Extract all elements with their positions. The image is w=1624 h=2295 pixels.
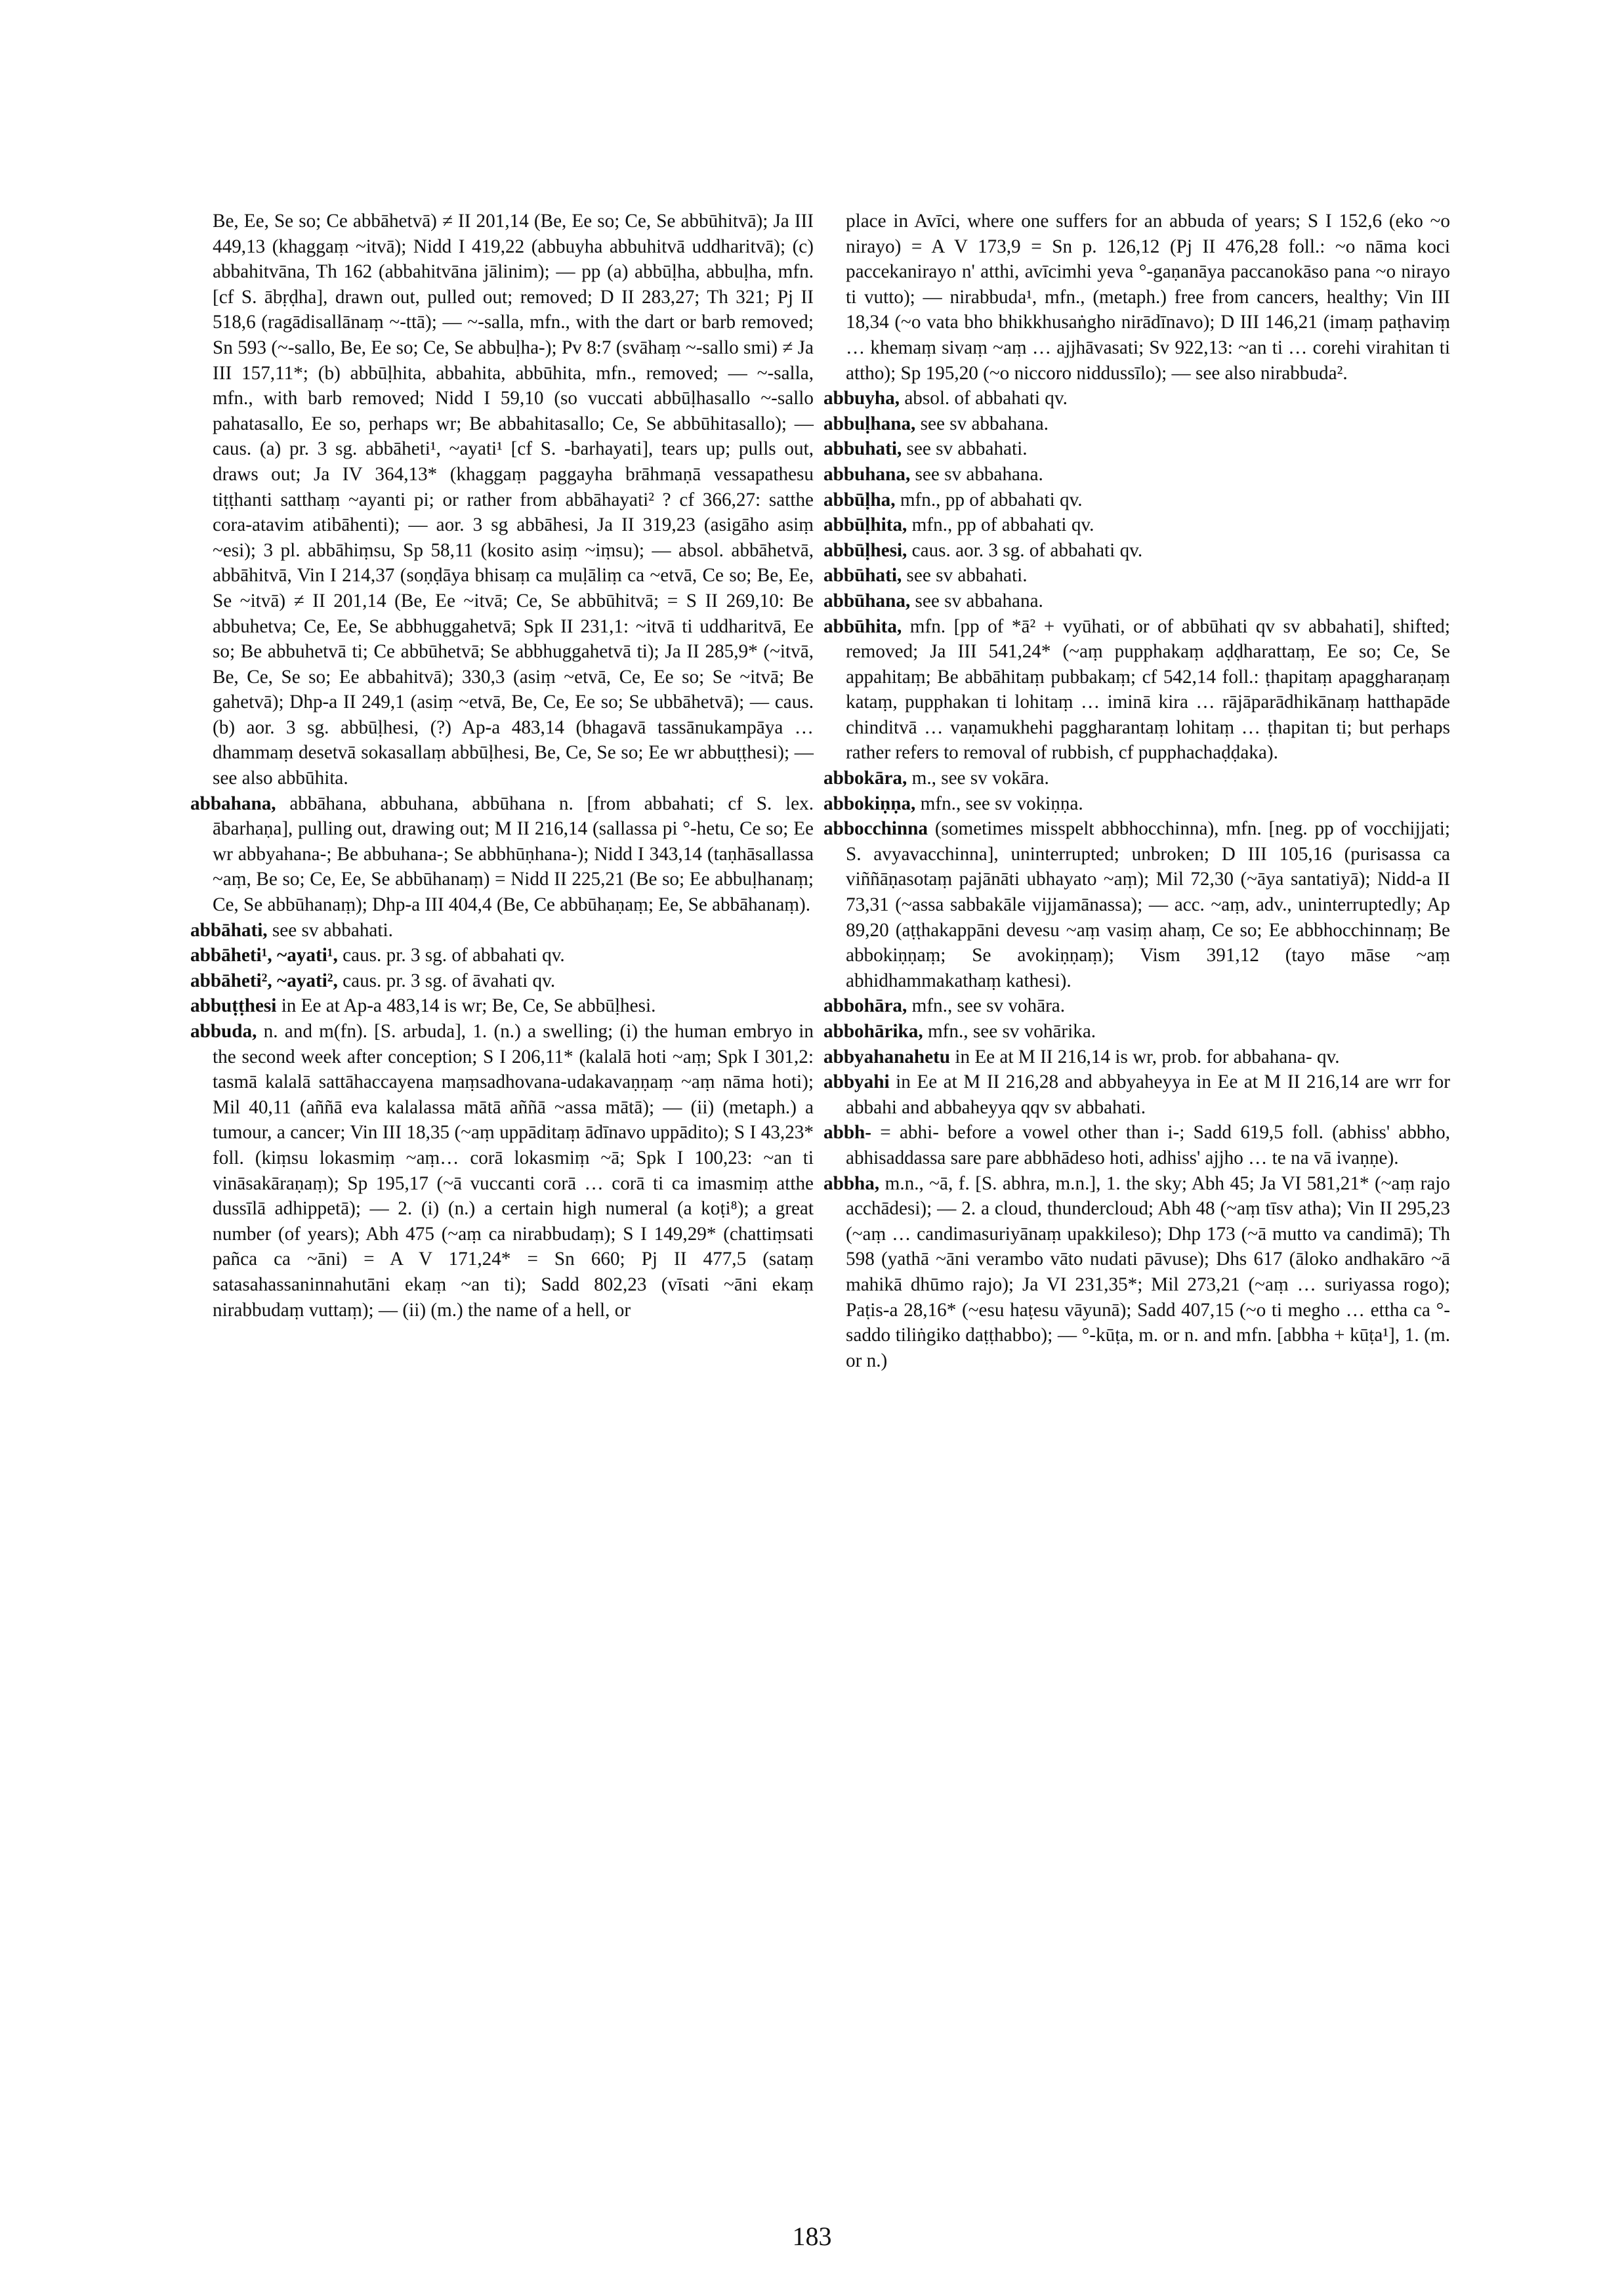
entry-text: in Ee at Ap-a 483,14 is wr; Be, Ce, Se abbūḷhesi. [276, 995, 656, 1017]
entry-text: = abhi- before a vowel other than i-; Sadd 619,5 foll. (abhiss' abbho, abhisaddassa sare pare abbhādeso hoti, adhiss' ajjho … te na vā ivaṇṇe). [846, 1122, 1450, 1168]
entry-abbuhati [823, 436, 1450, 462]
headword: abbocchinna [823, 818, 928, 840]
headword: abbāhati, [190, 919, 268, 941]
entry-abbutthesi [190, 993, 814, 1019]
entry-abbaheti-2 [190, 968, 814, 994]
entry-text: in Ee at M II 216,14 is wr, prob. for abbahana- qv. [950, 1046, 1340, 1067]
headword: abbāheti², ~ayati², [190, 970, 338, 991]
entry-text: Be, Ee, Se so; Ce abbāhetvā) ≠ II 201,14 (Be, Ee so; Ce, Se abbūhitvā); Ja III 449,13 (khaggaṃ ~itvā); Nidd I 419,22 (abbuyha abbuhitvā uddharitvā); (c) abbahitvāna, Th 162 (abbahitvāna jālinim); — pp (a) abbūḷha, abbuḷha, mfn. [cf S. ābṛḍha], drawn out, pulled out; removed; D II 283,27; Th 321; Pj II 518,6 (ragādisallānaṃ ~-ttā); — ~-salla, mfn., with the dart or barb removed; Sn 593 (~-sallo, Be, Ee so; Ce, Se abbuḷha-); Pv 8:7 (svāhaṃ ~-sallo smi) ≠ Ja III 157,11*; (b) abbūḷhita, abbahita, abbūhita, mfn., removed; — ~-salla, mfn., with barb removed; Nidd I 59,10 (so vuccati abbūḷhasallo ~-sallo pahatasallo, Ee so, perhaps wr; Be abbahitasallo; Ce, Se abbūhitasallo); — caus. (a) pr. 3 sg. abbāheti¹, ~ayati¹ [cf S. -barhayati], tears up; pulls out, draws out; Ja IV 364,13* (khaggaṃ paggayha brāhmaṇā vessapathesu tiṭṭhanti satthaṃ ~ayanti pi; or rather from abbāhayati² ? cf 366,27: satthe cora-atavim atibāhenti); — aor. 3 sg abbāhesi, Ja II 319,23 (asigāho asiṃ ~esi); 3 pl. abbāhiṃsu, Sp 58,11 (kosito asiṃ ~iṃsu); — absol. abbāhetvā, abbāhitvā, Vin I 214,37 (soṇḍāya bhisaṃ ca muḷāliṃ ca ~etvā, Ce so; Be, Ee, Se ~itvā) ≠ II 201,14 (Be, Ee ~itvā; Ce, Se abbūhitvā; = S II 269,10: Be abbuhetva; Ce, Ee, Se abbhuggahetvā; Spk II 231,1: ~itvā ti uddharitvā, Ee so; Be abbuhetvā ti; Ce abbūhetvā; Se abbhuggahetvā ti); Ja II 285,9* (~itvā, Be, Ce, Se so; Ee abbahitvā); 330,3 (asiṃ ~etvā, Ce, Ee so; Se ~itvā; Be gahetvā); Dhp-a II 249,1 (asiṃ ~etvā, Be, Ce, Ee so; Se ubbāhetvā); — caus. (b) aor. 3 sg. abbūḷhesi, (?) Ap-a 483,14 (bhagavā tassānukampāya … dhammaṃ desetvā sokasallaṃ abbūḷhesi, Be, Ce, Se so; Ee wr abbuṭṭhesi); — see also abbūhita. [213, 211, 814, 789]
entry-abbh [823, 1120, 1450, 1170]
entry-abbulhita [823, 512, 1450, 538]
headword: abbyahi [823, 1071, 890, 1093]
headword: abbuyha, [823, 388, 900, 409]
entry-text: see sv abbahana. [910, 590, 1043, 611]
headword: abbyahanahetu [823, 1046, 951, 1067]
entry-text: mfn., pp of abbahati qv. [895, 489, 1083, 510]
entry-abbuyha [823, 386, 1450, 411]
entry-text: place in Avīci, where one suffers for an abbuda of years; S I 152,6 (eko ~o nirayo) = A V 173,9 = Sn p. 126,12 (Pj II 476,28 foll.: ~o nāma koci paccekanirayo n' atthi, avīcimhi yeva °-gaṇanāya paccanokāso pana ~o nirayo ti vutto); — nirabbuda¹, mfn., (metaph.) free from cancers, healthy; Vin III 18,34 (~o vata bho bhikkhusaṅgho nirādīnavo); D III 146,21 (imaṃ paṭhaviṃ … khemaṃ sivaṃ ~aṃ … ajjhāvasati; Sv 922,13: ~an ti … corehi virahitan ti attho); Sp 195,20 (~o niccoro niddussīlo); — see also nirabbuda². [846, 211, 1450, 384]
entry-text: caus. pr. 3 sg. of abbahati qv. [337, 945, 565, 966]
entry-abbuhana-long [823, 589, 1450, 614]
entry-abbuhati-long [823, 563, 1450, 589]
entry-abbuhana [823, 462, 1450, 487]
entry-abbulha [823, 487, 1450, 513]
entry-text: absol. of abbahati qv. [900, 388, 1068, 409]
headword: abbūḷhesi, [823, 539, 907, 561]
headword: abbūhita, [823, 615, 902, 637]
entry-text: see sv abbahana. [915, 413, 1049, 434]
entry-abbaheti-1 [190, 943, 814, 968]
entry-abbuhita [823, 614, 1450, 766]
headword: abbh- [823, 1122, 872, 1144]
headword: abbuhana, [823, 463, 911, 485]
entry-abbokinna [823, 791, 1450, 817]
headword: abbahana, [190, 793, 276, 814]
headword: abbuṭṭhesi [190, 995, 277, 1017]
entry-abbyahanahetu [823, 1044, 1450, 1070]
headword: abbūḷhita, [823, 514, 907, 536]
entry-abbokara [823, 766, 1450, 791]
entry-text: n. and m(fn). [S. arbuda], 1. (n.) a swelling; (i) the human embryo in the second week after conception; S I 206,11* (kalalā hoti ~aṃ; Spk I 301,2: tasmā kalalā sattāhaccayena maṃsadhovana-udakavaṇṇaṃ ~aṃ nāma hoti); Mil 40,11 (aññā eva kalalassa mātā aññā ~assa mātā); — (ii) (metaph.) a tumour, a cancer; Vin III 18,35 (~aṃ uppāditaṃ ādīnavo uppādito); S I 43,23* foll. (kiṃsu lokasmiṃ ~aṃ… corā lokasmiṃ ~ā; Spk I 100,23: ~an ti vināsakāraṇaṃ); Sp 195,17 (~ā vuccanti corā … corā ti ca imasmiṃ atthe dussīlā adhippetā); — 2. (i) (n.) a certain high numeral (a koṭi⁸); a great number (of years); Abh 475 (~aṃ ca nirabbudaṃ); S I 149,29* (chattiṃsati pañca ca ~āni) = A V 171,24* = Sn 660; Pj II 477,5 (sataṃ satasahassaninnahutāni ekaṃ ~an ti); Sadd 802,23 (vīsati ~āni ekaṃ nirabbudaṃ vuttaṃ); — (ii) (m.) the name of a hell, or [213, 1021, 814, 1321]
entry-text: see sv abbahana. [910, 463, 1043, 485]
entry-text: mfn., pp of abbahati qv. [907, 514, 1094, 536]
entry-abbyahi [823, 1069, 1450, 1120]
entry-abbahati [190, 918, 814, 943]
headword: abbohāra, [823, 995, 907, 1017]
headword: abbūḷha, [823, 489, 896, 510]
entry-text: in Ee at M II 216,28 and abbyaheyya in Ee at M II 216,14 are wrr for abbahi and abbaheyya qqv sv abbahati. [846, 1071, 1450, 1118]
entry-text: mfn., see sv vohārika. [923, 1021, 1096, 1042]
headword: abbuda, [190, 1021, 257, 1042]
entry-text: m.n., ~ā, f. [S. abhra, m.n.], 1. the sky; Abh 45; Ja VI 581,21* (~aṃ rajo acchādesi); — 2. a cloud, thundercloud; Abh 48 (~aṃ tīsv atha); Vin II 295,23 (~aṃ … candimasuriyānaṃ upakkileso); Dhp 173 (~ā mutto va candimā); Th 598 (yathā ~āni verambo vāto nudati pāvuse); Dhs 617 (āloko andhakāro ~ā mahikā dhūmo rajo); Ja VI 231,35*; Mil 273,21 (~aṃ … suriyassa rogo); Paṭis-a 28,16* (~esu haṭesu vāyunā); Sadd 407,15 (~o ti megho … ettha ca °-saddo tiliṅgiko daṭṭhabbo); — °-kūṭa, m. or n. and mfn. [abbha + kūṭa¹], 1. (m. or n.) [846, 1172, 1450, 1371]
entry-abboharika [823, 1019, 1450, 1044]
entry-abbocchinna [823, 816, 1450, 993]
entry-text: mfn., see sv vokiṇṇa. [915, 793, 1083, 814]
entry-abbuda [190, 1019, 814, 1323]
headword: abbohārika, [823, 1021, 923, 1042]
entry-text: see sv abbahati. [267, 919, 393, 941]
right-column [823, 209, 1450, 1373]
entry-text: caus. pr. 3 sg. of āvahati qv. [337, 970, 556, 991]
headword: abbuḷhana, [823, 413, 916, 434]
entry-text: caus. aor. 3 sg. of abbahati qv. [907, 539, 1143, 561]
entry-text: see sv abbahati. [902, 438, 1028, 460]
left-column [190, 209, 814, 1323]
entry-text: see sv abbahati. [902, 565, 1028, 587]
headword: abbokāra, [823, 768, 907, 789]
entry-text: abbāhana, abbuhana, abbūhana n. [from abbahati; cf S. lex. ābarhaṇa], pulling out, drawing out; M II 216,14 (sallassa pi °-hetu, Ce so; Ee wr abbyahana-; Be abbuhana-; Se abbhūṇhana-); Nidd I 343,14 (taṇhāsallassa ~aṃ, Be so; Ce, Ee, Se abbūhanaṃ) = Nidd II 225,21 (Be so; Ee abbuḷhanaṃ; Ce, Se abbūhanaṃ); Dhp-a III 404,4 (Be, Ce abbūhaṇaṃ; Ee, Se abbāhanaṃ). [213, 793, 814, 916]
entry-continuation [823, 209, 1450, 386]
headword: abbha, [823, 1172, 880, 1194]
entry-continuation [190, 209, 814, 791]
headword: abbūhana, [823, 590, 911, 611]
entry-abbahana [190, 791, 814, 918]
headword: abbāheti¹, ~ayati¹, [190, 945, 338, 966]
entry-abbulhesi [823, 538, 1450, 564]
entry-text: m., see sv vokāra. [907, 768, 1049, 789]
entry-abbohara [823, 993, 1450, 1019]
headword: abbuhati, [823, 438, 902, 460]
headword: abbūhati, [823, 565, 902, 587]
entry-abbha [823, 1171, 1450, 1374]
entry-abbulhana [823, 411, 1450, 437]
entry-text: mfn., see sv vohāra. [907, 995, 1066, 1017]
headword: abbokiṇṇa, [823, 793, 916, 814]
entry-text: (sometimes misspelt abbhocchinna), mfn. [neg. pp of vocchijjati; S. avyavacchinna], uninterrupted; unbroken; D III 105,16 (purisassa ca viññāṇasotaṃ pajānāti ubhayato ~aṃ); Mil 72,30 (~āya santatiyā); Nidd-a II 73,31 (~assa sabbakāle vijjamānassa); — acc. ~aṃ, adv., uninterruptedly; Ap 89,20 (aṭṭhakappāni devesu ~aṃ vasiṃ ahaṃ, Ce so; Ee abbhocchinnaṃ; Be abbokiṇṇaṃ; Se avokiṇṇaṃ); Vism 391,12 (tayo māse ~aṃ abhidhammakathaṃ kathesi). [846, 818, 1450, 991]
entry-text: mfn. [pp of *ā² + vyūhati, or of abbūhati qv sv abbahati], shifted; removed; Ja III 541,24* (~aṃ pupphakaṃ aḍḍharattaṃ, Ee so; Ce, Se appahitaṃ; Be abbāhitaṃ pubbakaṃ; cf 542,14 foll.: ṭhapitaṃ apaggharaṇaṃ kataṃ, pupphakan ti lohitaṃ … iminā kira … rājāparādhikānaṃ hatthapāde chinditvā … vaṇamukhehi paggharantaṃ lohitaṃ … ṭhapitan ti; but perhaps rather refers to removal of rubbish, cf pupphachaḍḍaka). [846, 615, 1450, 764]
page-number: 183 [792, 2222, 832, 2251]
